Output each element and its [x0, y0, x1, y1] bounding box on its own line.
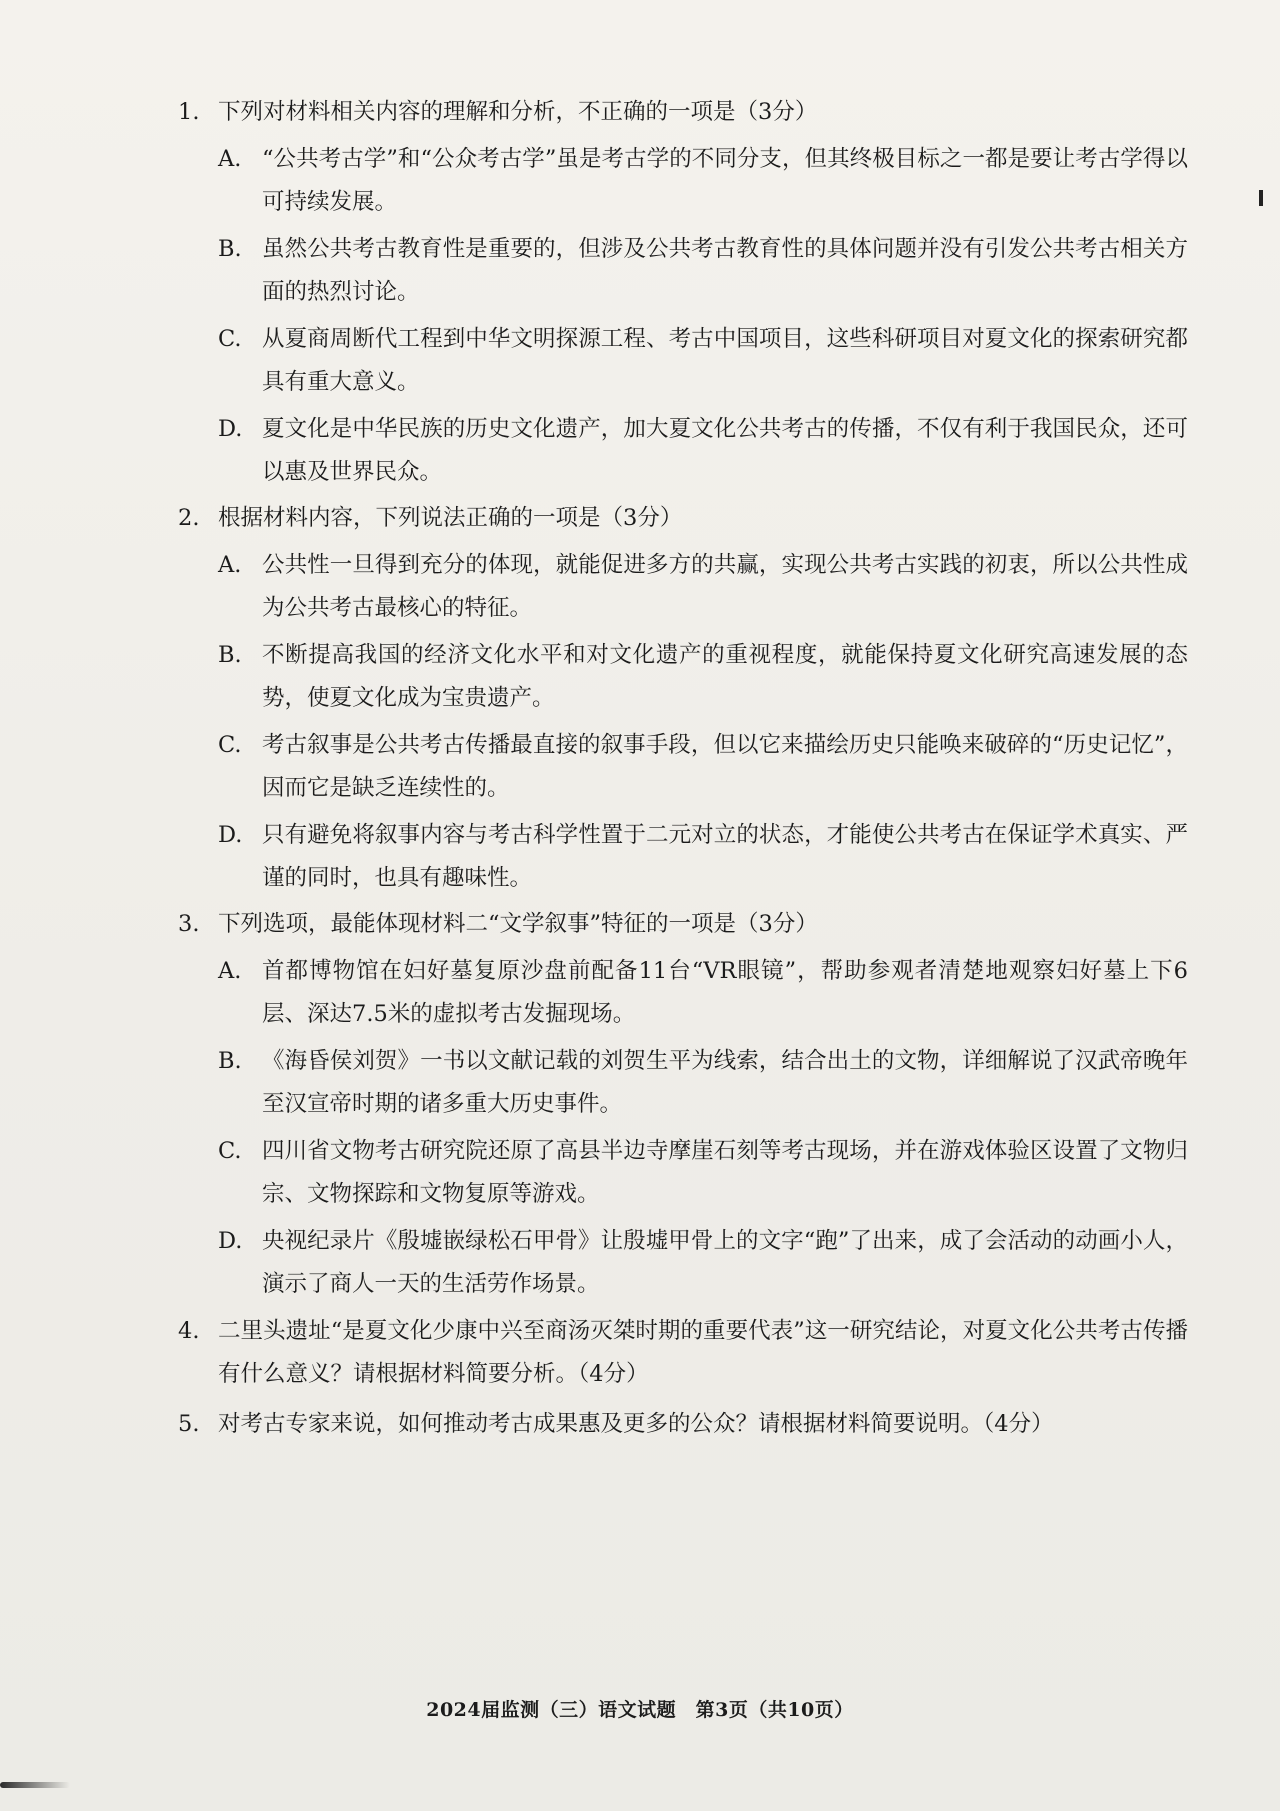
question-5 [178, 1404, 1188, 1444]
question-stem [178, 498, 1188, 538]
option-letter: C. [218, 1138, 242, 1164]
option-letter: D. [218, 1228, 243, 1254]
question-number: 1. [178, 99, 200, 125]
option-text: 虽然公共考古教育性是重要的，但涉及公共考古教育性的具体问题并没有引发公共考古相关方面的热烈讨论。 [262, 236, 1188, 305]
questions-section [178, 92, 1188, 1450]
question-3 [178, 904, 1188, 1306]
option-d [218, 814, 1188, 900]
option-d [218, 408, 1188, 494]
option-text: 考古叙事是公共考古传播最直接的叙事手段，但以它来描绘历史只能唤来破碎的“历史记忆”，因而它是缺乏连续性的。 [262, 732, 1188, 801]
question-text: 下列对材料相关内容的理解和分析，不正确的一项是（3分） [218, 99, 818, 125]
option-list [218, 544, 1188, 900]
option-letter: B. [218, 236, 242, 262]
option-letter: A. [218, 146, 242, 172]
option-text: “公共考古学”和“公众考古学”虽是考古学的不同分支，但其终极目标之一都是要让考古学得以可持续发展。 [262, 146, 1188, 215]
question-4 [178, 1310, 1188, 1396]
option-text: 《海昏侯刘贺》一书以文献记载的刘贺生平为线索，结合出土的文物，详细解说了汉武帝晚年至汉宣帝时期的诸多重大历史事件。 [262, 1048, 1188, 1117]
option-text: 央视纪录片《殷墟嵌绿松石甲骨》让殷墟甲骨上的文字“跑”了出来，成了会活动的动画小人，演示了商人一天的生活劳作场景。 [262, 1228, 1188, 1297]
question-number: 3. [178, 911, 200, 937]
question-number: 4. [178, 1318, 200, 1344]
option-b [218, 1040, 1188, 1126]
question-stem [178, 1310, 1188, 1396]
option-text: 四川省文物考古研究院还原了高县半边寺摩崖石刻等考古现场，并在游戏体验区设置了文物归宗、文物探踪和文物复原等游戏。 [262, 1138, 1188, 1207]
option-b [218, 634, 1188, 720]
option-text: 不断提高我国的经济文化水平和对文化遗产的重视程度，就能保持夏文化研究高速发展的态势，使夏文化成为宝贵遗产。 [262, 642, 1188, 711]
option-text: 从夏商周断代工程到中华文明探源工程、考古中国项目，这些科研项目对夏文化的探索研究都具有重大意义。 [262, 326, 1188, 395]
option-letter: D. [218, 416, 243, 442]
option-a [218, 544, 1188, 630]
question-stem [178, 92, 1188, 132]
option-a [218, 950, 1188, 1036]
scan-smudge [0, 1782, 70, 1788]
question-stem [178, 904, 1188, 944]
question-number: 5. [178, 1411, 200, 1437]
option-c [218, 1130, 1188, 1216]
option-letter: A. [218, 552, 242, 578]
option-text: 公共性一旦得到充分的体现，就能促进多方的共赢，实现公共考古实践的初衷，所以公共性成为公共考古最核心的特征。 [262, 552, 1188, 621]
option-c [218, 318, 1188, 404]
question-number: 2. [178, 505, 200, 531]
option-c [218, 724, 1188, 810]
option-list [218, 950, 1188, 1306]
option-letter: D. [218, 822, 243, 848]
question-text: 下列选项，最能体现材料二“文学叙事”特征的一项是（3分） [218, 911, 818, 937]
option-letter: C. [218, 732, 242, 758]
option-b [218, 228, 1188, 314]
option-text: 只有避免将叙事内容与考古科学性置于二元对立的状态，才能使公共考古在保证学术真实、严谨的同时，也具有趣味性。 [262, 822, 1188, 891]
option-text: 首都博物馆在妇好墓复原沙盘前配备11台“VR眼镜”，帮助参观者清楚地观察妇好墓上下6层、深达7.5米的虚拟考古发掘现场。 [262, 958, 1188, 1027]
question-stem [178, 1404, 1188, 1444]
option-letter: B. [218, 642, 242, 668]
page-footer: 2024届监测（三）语文试题 第3页（共10页） [426, 1699, 854, 1721]
option-letter: C. [218, 326, 242, 352]
option-a [218, 138, 1188, 224]
option-text: 夏文化是中华民族的历史文化遗产，加大夏文化公共考古的传播，不仅有利于我国民众，还可以惠及世界民众。 [262, 416, 1188, 485]
question-2 [178, 498, 1188, 900]
question-text: 对考古专家来说，如何推动考古成果惠及更多的公众？请根据材料简要说明。（4分） [218, 1411, 1054, 1437]
option-letter: A. [218, 958, 242, 984]
question-text: 根据材料内容，下列说法正确的一项是（3分） [218, 505, 683, 531]
question-text: 二里头遗址“是夏文化少康中兴至商汤灭桀时期的重要代表”这一研究结论，对夏文化公共考古传播有什么意义？请根据材料简要分析。（4分） [218, 1318, 1188, 1387]
option-letter: B. [218, 1048, 242, 1074]
question-1 [178, 92, 1188, 494]
option-list [218, 138, 1188, 494]
option-d [218, 1220, 1188, 1306]
margin-mark [1259, 190, 1263, 206]
